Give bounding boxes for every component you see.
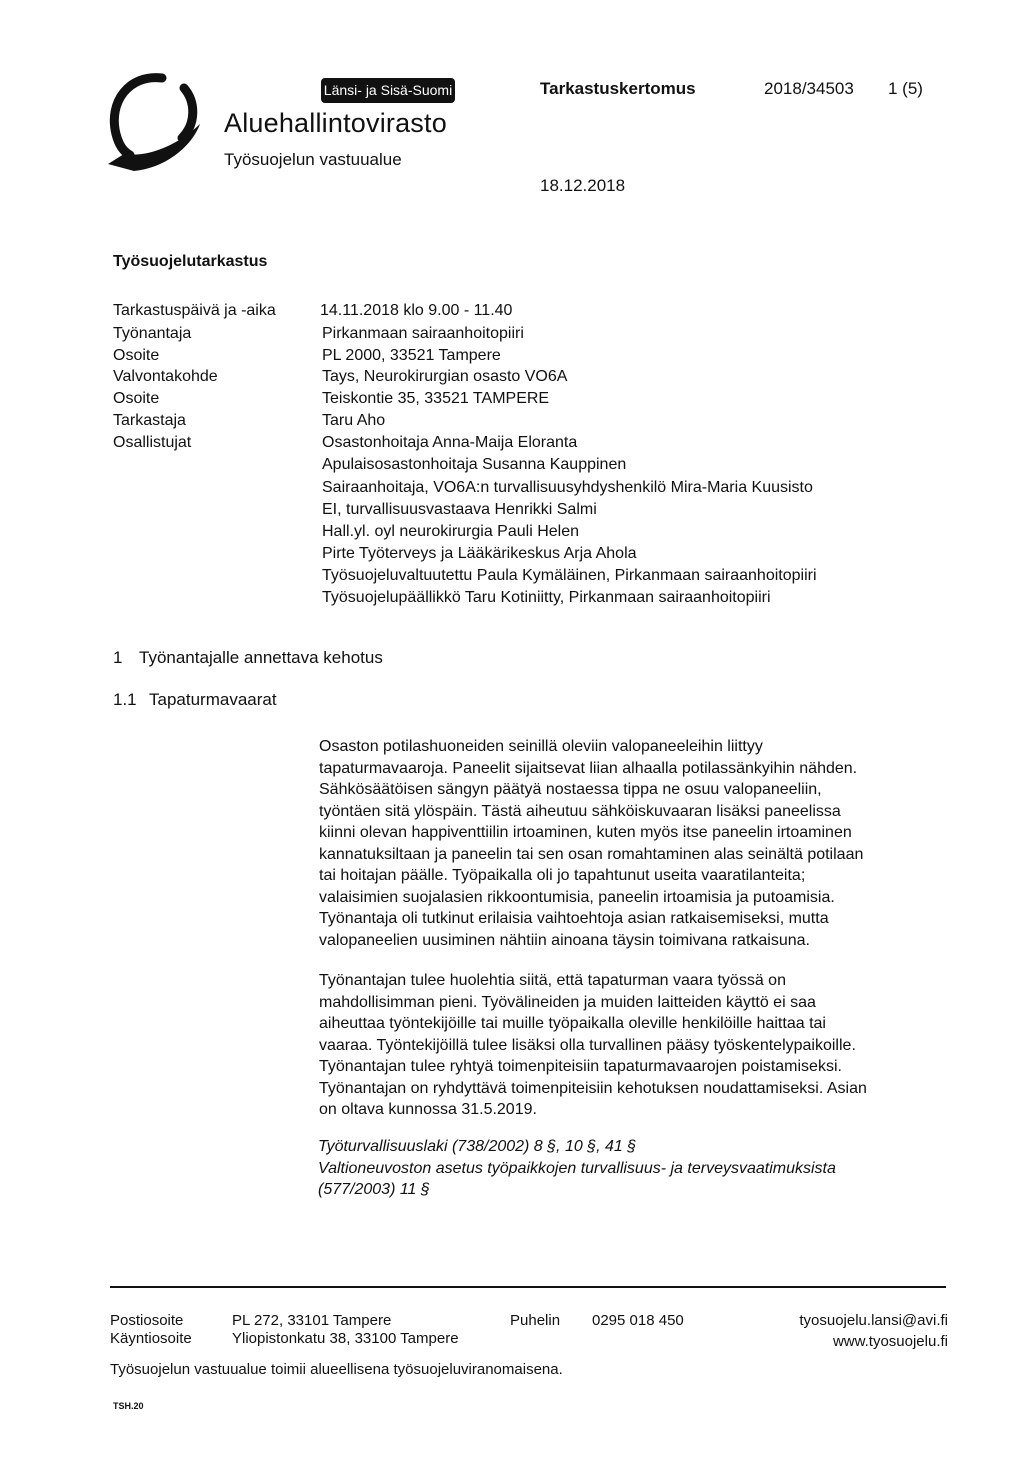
document-date: 18.12.2018 [540, 176, 626, 195]
info-label: Osoite [113, 347, 160, 364]
reference-line: Valtioneuvoston asetus työpaikkojen turvallisuus- ja terveysvaatimuksista [318, 1159, 836, 1177]
text-line: Työnantajan tulee huolehtia siitä, että tapaturman vaara työssä on [319, 972, 786, 989]
info-label: Valvontakohde [113, 368, 218, 385]
info-label: Tarkastuspäivä ja -aika [113, 302, 276, 319]
heading-number: 1.1 [113, 690, 137, 709]
agency-name: Aluehallintovirasto [224, 108, 447, 138]
info-value: Tays, Neurokirurgian osasto VO6A [322, 368, 568, 385]
info-value: PL 2000, 33521 Tampere [322, 347, 501, 364]
text-line: Työnantaja oli tutkinut erilaisia vaihtoehtoja asian ratkaisemiseksi, mutta [319, 910, 829, 927]
text-line: tapaturmavaaroja. Paneelit sijaitsevat liian alhaalla potilassänkyihin nähden. [319, 759, 858, 777]
participant: Apulaisosastonhoitaja Susanna Kauppinen [322, 456, 627, 473]
text-line: aiheuttaa työntekijöille tai muille työpaikalla oleville henkilöille haittaa tai [319, 1015, 826, 1032]
participant: Sairaanhoitaja, VO6A:n turvallisuusyhdyshenkilö Mira-Maria Kuusisto [322, 479, 813, 496]
finding-paragraph [319, 736, 959, 951]
text-line: työntäen sitä ylöspäin. Tästä aiheutuu sähköiskuvaaran lisäksi paneelissa [319, 802, 841, 820]
website-link[interactable]: www.tyosuojelu.fi [832, 1333, 948, 1350]
visit-address: Yliopistonkatu 38, 33100 Tampere [232, 1330, 459, 1347]
text-line: valaisimien suojalasien rikkoontumisia, paneelin irtoamisia ja putoamisia. [319, 888, 835, 906]
participant: Hall.yl. oyl neurokirurgia Pauli Helen [322, 523, 580, 540]
info-label: Tarkastaja [113, 412, 186, 429]
info-value: Osastonhoitaja Anna-Maija Eloranta [322, 434, 578, 451]
text-line: tai hoitajan päälle. Työpaikalla oli jo tapahtunut useita vaaratilanteita; [319, 867, 806, 884]
agency-unit: Työsuojelun vastuualue [224, 150, 402, 169]
email-link[interactable]: tyosuojelu.lansi@avi.fi [799, 1312, 948, 1329]
heading-text: Tapaturmavaarat [149, 690, 277, 709]
section-title: Työsuojelutarkastus [113, 253, 268, 270]
heading-accident-risks [113, 690, 277, 710]
text-line: Työnantajan tulee ryhtyä toimenpiteisiin tapaturmavaarojen poistamiseksi. [319, 1058, 842, 1075]
phone-label: Puhelin [510, 1312, 561, 1329]
heading-text: Työnantajalle annettava kehotus [139, 648, 383, 667]
text-line: kiinni olevan happiventtiilin irtoaminen, kuten myös itse paneelin irtoaminen [319, 824, 852, 841]
reference-line: Työturvallisuuslaki (738/2002) 8 §, 10 §, 41 § [318, 1138, 637, 1155]
info-label: Osoite [113, 390, 160, 407]
heading-employer-order [113, 648, 383, 668]
footer-divider [110, 1286, 946, 1288]
text-line: Työnantajan on ryhdyttävä toimenpiteisiin kehotuksen noudattamiseksi. Asian [319, 1079, 867, 1097]
page-count: 1 (5) [888, 79, 923, 98]
avi-logo-icon [104, 72, 204, 172]
text-line: Osaston potilashuoneiden seinillä oleviin valopaneeleihin liittyy [319, 738, 763, 755]
info-value: Teiskontie 35, 33521 TAMPERE [322, 390, 550, 407]
participant: EI, turvallisuusvastaava Henrikki Salmi [322, 501, 597, 518]
text-line: mahdollisimman pieni. Työvälineiden ja muiden laitteiden käyttö ei saa [319, 993, 816, 1011]
text-line: vaaraa. Työntekijöillä tulee lisäksi olla turvallinen pääsy työskentelypaikoille. [319, 1036, 856, 1054]
text-line: Sähkösäätöisen sängyn päätyä nostaessa tippa ne osuu valopaneeliin, [319, 781, 822, 798]
info-value: 14.11.2018 klo 9.00 - 11.40 [320, 302, 513, 319]
order-paragraph [319, 970, 959, 1121]
region-badge: Länsi- ja Sisä-Suomi [321, 78, 455, 103]
info-value: Pirkanmaan sairaanhoitopiiri [322, 325, 524, 342]
info-label: Osallistujat [113, 434, 192, 451]
visit-label: Käyntiosoite [110, 1330, 192, 1347]
postal-address: PL 272, 33101 Tampere [232, 1312, 392, 1329]
form-code: TSH.20 [113, 1401, 144, 1411]
legal-references [318, 1136, 958, 1201]
text-line: kannatuksiltaan ja paneelin tai sen osan romahtaminen alas seinältä potilaan [319, 845, 864, 863]
reference-line: (577/2003) 11 § [318, 1181, 430, 1198]
text-line: on oltava kunnossa 31.5.2019. [319, 1101, 537, 1118]
document-number: 2018/34503 [764, 79, 854, 98]
participant: Pirte Työterveys ja Lääkärikeskus Arja Ahola [322, 545, 637, 562]
participant: Työsuojeluvaltuutettu Paula Kymäläinen, Pirkanmaan sairaanhoitopiiri [322, 567, 817, 584]
postal-label: Postiosoite [110, 1312, 184, 1329]
heading-number: 1 [113, 648, 123, 667]
info-value: Taru Aho [322, 412, 386, 429]
info-label: Työnantaja [113, 325, 192, 342]
document-type: Tarkastuskertomus [540, 79, 696, 98]
text-line: valopaneelien uusiminen nähtiin ainoana täysin toimivana ratkaisuna. [319, 931, 810, 949]
phone-number: 0295 018 450 [592, 1312, 684, 1329]
footer-note: Työsuojelun vastuualue toimii alueellisena työsuojeluviranomaisena. [110, 1361, 563, 1378]
participant: Työsuojelupäällikkö Taru Kotiniitty, Pirkanmaan sairaanhoitopiiri [322, 589, 771, 606]
